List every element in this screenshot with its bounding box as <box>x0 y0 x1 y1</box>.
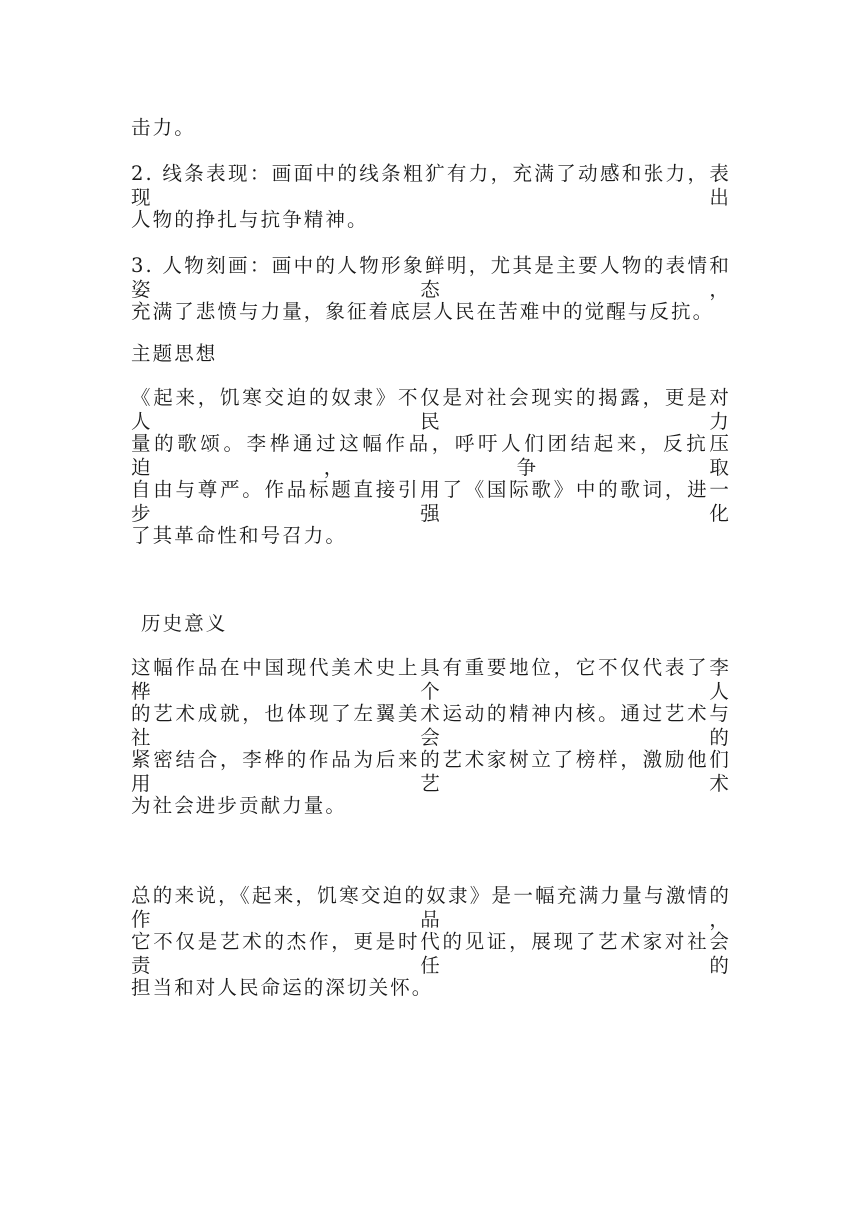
body-text-line: 担当和对人民命运的深切关怀。 <box>131 976 434 999</box>
body-text-line: 《起来，饥寒交迫的奴隶》不仅是对社会现实的揭露，更是对人民力 <box>131 386 731 433</box>
body-text-line: 的艺术成就，也体现了左翼美术运动的精神内核。通过艺术与社会的 <box>131 702 731 749</box>
list-item-line-lines: 2. 线条表现：画面中的线条粗犷有力，充满了动感和张力，表现出 <box>131 162 731 209</box>
section-heading-theme: 主题思想 <box>131 342 218 365</box>
body-text-line: 量的歌颂。李桦通过这幅作品，呼吁人们团结起来，反抗压迫，争取 <box>131 432 731 479</box>
list-item-figure-depiction-continued: 充满了悲愤与力量，象征着底层人民在苦难中的觉醒与反抗。 <box>131 300 715 323</box>
body-text-line: 击力。 <box>131 116 196 139</box>
body-text-line: 总的来说，《起来，饥寒交迫的奴隶》是一幅充满力量与激情的作品， <box>131 884 731 931</box>
body-text-line: 这幅作品在中国现代美术史上具有重要地位，它不仅代表了李桦个人 <box>131 656 731 703</box>
section-heading-history: 历史意义 <box>141 612 228 635</box>
body-text-line: 它不仅是艺术的杰作，更是时代的见证，展现了艺术家对社会责任的 <box>131 930 731 977</box>
body-text-line: 了其革命性和号召力。 <box>131 524 348 547</box>
body-text-line: 为社会进步贡献力量。 <box>131 794 348 817</box>
body-text-line: 自由与尊严。作品标题直接引用了《国际歌》中的歌词，进一步强化 <box>131 478 731 525</box>
list-item-figure-depiction: 3. 人物刻画：画中的人物形象鲜明，尤其是主要人物的表情和姿态， <box>131 254 731 301</box>
list-item-line-lines-continued: 人物的挣扎与抗争精神。 <box>131 208 369 231</box>
body-text-line: 紧密结合，李桦的作品为后来的艺术家树立了榜样，激励他们用艺术 <box>131 748 731 795</box>
